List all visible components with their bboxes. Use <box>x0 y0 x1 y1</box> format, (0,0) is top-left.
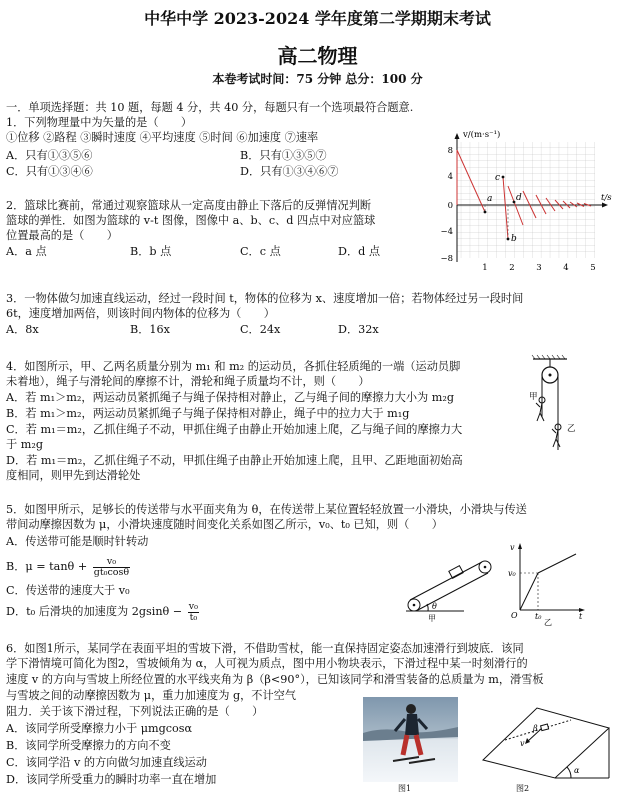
q3-option-a: A．8x <box>6 323 39 336</box>
fig1-caption: 图1 <box>398 784 412 793</box>
pulley-figure <box>525 355 600 455</box>
slope-beta: β <box>533 724 538 733</box>
graph-ylabel: v/(m·s⁻¹) <box>463 130 501 140</box>
q6-option-c: C．该同学沿 v 的方向做匀加速直线运动 <box>6 756 207 769</box>
q6-line-3: 速度 v 的方向与雪坡上所经位置的水平线夹角为 β（β<90°），已知该同学和滑雪装备的总质量为 m，滑雪板 <box>6 673 544 686</box>
conveyor-caption: 甲 <box>428 614 436 623</box>
q1-stem: 1．下列物理量中为矢量的是（ ） <box>6 116 193 129</box>
q5-line-2: 带间动摩擦因数为 μ，小滑块速度随时间变化关系如图乙所示，v₀、t₀ 已知，则（ ） <box>6 518 443 531</box>
fig2-caption: 图2 <box>516 784 530 793</box>
conveyor-figure <box>402 550 497 625</box>
q4-option-d-cont: 度相同，则甲先到达滑轮处 <box>6 469 141 482</box>
graph-ytick: −8 <box>440 254 453 264</box>
graph-ytick: −4 <box>440 227 453 237</box>
q2-option-d: D．d 点 <box>338 245 381 258</box>
graph-ytick: 4 <box>447 172 453 182</box>
q6-option-d: D．该同学所受重力的瞬时功率一直在增加 <box>6 773 217 786</box>
q5-graph-o: O <box>511 611 518 620</box>
q5-option-c: C．传送带的速度大于 v₀ <box>6 584 130 597</box>
q6-line-1: 6．如图1所示，某同学在表面平坦的雪坡下滑，不借助雪杖，能一直保持固定姿态加速滑行到坡底．该同 <box>6 642 524 655</box>
graph-xtick: 4 <box>563 263 569 273</box>
section-heading: 一．单项选择题：共 10 题，每题 4 分，共 40 分，每题只有一个选项最符合题意. <box>6 101 414 114</box>
q6-line-2: 学下滑情境可简化为图2，雪坡倾角为 α，人可视为质点，图中用小物块表示，下滑过程中某一时刻滑行的 <box>6 657 528 670</box>
graph-xtick: 2 <box>509 263 515 273</box>
q1-option-d: D．只有①③④⑥⑦ <box>240 165 339 178</box>
q5-graph-t0: t₀ <box>535 612 542 621</box>
q2-option-c: C．c 点 <box>240 245 281 258</box>
q5-option-d-text: D．t₀ 后滑块的加速度为 2gsinθ − <box>6 605 183 618</box>
q2-option-b: B．b 点 <box>130 245 172 258</box>
graph-xtick: 5 <box>590 263 596 273</box>
q3-line-2: 6t，速度增加两倍，则该时间内物体的位移为（ ） <box>6 307 275 320</box>
q3-option-c: C．24x <box>240 323 281 336</box>
q6-line-5: 阻力．关于该下滑过程，下列说法正确的是（ ） <box>6 705 264 718</box>
q5-option-d-fraction: $\frac{\text{v₀}}{\text{t₀}}$ <box>188 600 198 623</box>
graph-xtick: 1 <box>482 263 488 273</box>
graph-ytick: 0 <box>447 201 453 211</box>
q5-option-b-text: B．μ = tanθ + <box>6 560 88 573</box>
graph-point-d: d <box>516 193 522 203</box>
q2-line-3: 位置最高的是（ ） <box>6 229 118 242</box>
q5-graph-caption: 乙 <box>544 618 552 627</box>
skier-photo <box>363 697 458 782</box>
exam-meta: 本卷考试时间：75 分钟 总分：100 分 <box>212 72 423 86</box>
graph-point-c: c <box>495 173 501 183</box>
q5-vt-figure <box>508 540 588 625</box>
subject-title: 高二物理 <box>277 44 358 68</box>
graph-point-b: b <box>511 234 517 244</box>
q4-line-1: 4．如图所示，甲、乙两名质量分别为 m₁ 和 m₂ 的运动员，各抓住轻质绳的一端（运动员脚 <box>6 360 461 373</box>
q2-line-2: 篮球的弹性．如图为篮球的 v-t 图像，图像中 a、b、c、d 四点中对应篮球 <box>6 214 376 227</box>
q6-option-b: B．该同学所受摩擦力的方向不变 <box>6 739 171 752</box>
q5-graph-v: v <box>510 543 515 552</box>
q4-option-c: C．若 m₁＝m₂，乙抓住绳子不动，甲抓住绳子由静止开始加速上爬，乙与绳子间的摩擦力大 <box>6 423 463 436</box>
exam-title: 中华中学 2023-2024 学年度第二学期期末考试 <box>144 9 491 28</box>
q4-option-a: A．若 m₁＞m₂，两运动员紧抓绳子与绳子保持相对静止，乙与绳子间的摩擦力大小为 m₂g <box>6 391 455 404</box>
q3-option-b: B．16x <box>130 323 170 336</box>
q5-graph-v0: v₀ <box>508 569 516 578</box>
q4-option-c-cont: 于 m₂g <box>6 438 43 451</box>
conveyor-theta: θ <box>432 602 437 611</box>
q5-graph-t: t <box>579 612 583 621</box>
q4-option-d: D．若 m₁＝m₂，乙抓住绳子不动，甲抓住绳子由静止开始加速上爬，且甲、乙距地面初始高 <box>6 454 463 467</box>
q4-line-2: 未着地），绳子与滑轮间的摩擦不计，滑轮和绳子质量均不计，则（ ） <box>6 375 370 388</box>
pulley-label-yi: 乙 <box>567 424 576 434</box>
graph-ytick: 8 <box>447 146 453 156</box>
pulley-label-jia: 甲 <box>529 392 538 402</box>
q5-line-1: 5．如图甲所示，足够长的传送带与水平面夹角为 θ，在传送带上某位置轻轻放置一小滑块，小滑块与传送 <box>6 503 527 516</box>
slope-diagram <box>475 700 615 780</box>
q2-option-a: A．a 点 <box>6 245 47 258</box>
graph-xtick: 3 <box>536 263 542 273</box>
q1-option-b: B．只有①③⑤⑦ <box>240 149 327 162</box>
q3-option-d: D．32x <box>338 323 379 336</box>
q1-option-a: A．只有①③⑤⑥ <box>6 149 93 162</box>
vt-graph <box>440 128 623 273</box>
q5-option-b-fraction: $\frac{\text{v₀}}{\text{gt₀cosθ}}$ <box>93 555 130 578</box>
q5-option-d <box>6 601 201 623</box>
slope-alpha: α <box>574 766 580 775</box>
q4-option-b: B．若 m₁＞m₂，两运动员紧抓绳子与绳子保持相对静止，绳子中的拉力大于 m₁g <box>6 407 410 420</box>
q2-line-1: 2．篮球比赛前，常通过观察篮球从一定高度由静止下落后的反弹情况判断 <box>6 199 372 212</box>
graph-xlabel: t/s <box>601 193 612 203</box>
q1-option-c: C．只有①③④⑥ <box>6 165 93 178</box>
q3-line-1: 3．一物体做匀加速直线运动，经过一段时间 t，物体的位移为 x、速度增加一倍；若物体经过另一段时间 <box>6 292 524 305</box>
q5-option-b <box>6 556 132 578</box>
q1-items: ①位移 ②路程 ③瞬时速度 ④平均速度 ⑤时间 ⑥加速度 ⑦速率 <box>6 131 319 144</box>
graph-point-a: a <box>487 194 493 204</box>
slope-v: v <box>520 739 525 748</box>
q5-option-a: A．传送带可能是顺时针转动 <box>6 535 149 548</box>
q6-line-4: 与雪坡之间的动摩擦因数为 μ，重力加速度为 g，不计空气 <box>6 689 297 702</box>
q6-option-a: A．该同学所受摩擦力小于 μmgcosα <box>6 722 193 735</box>
